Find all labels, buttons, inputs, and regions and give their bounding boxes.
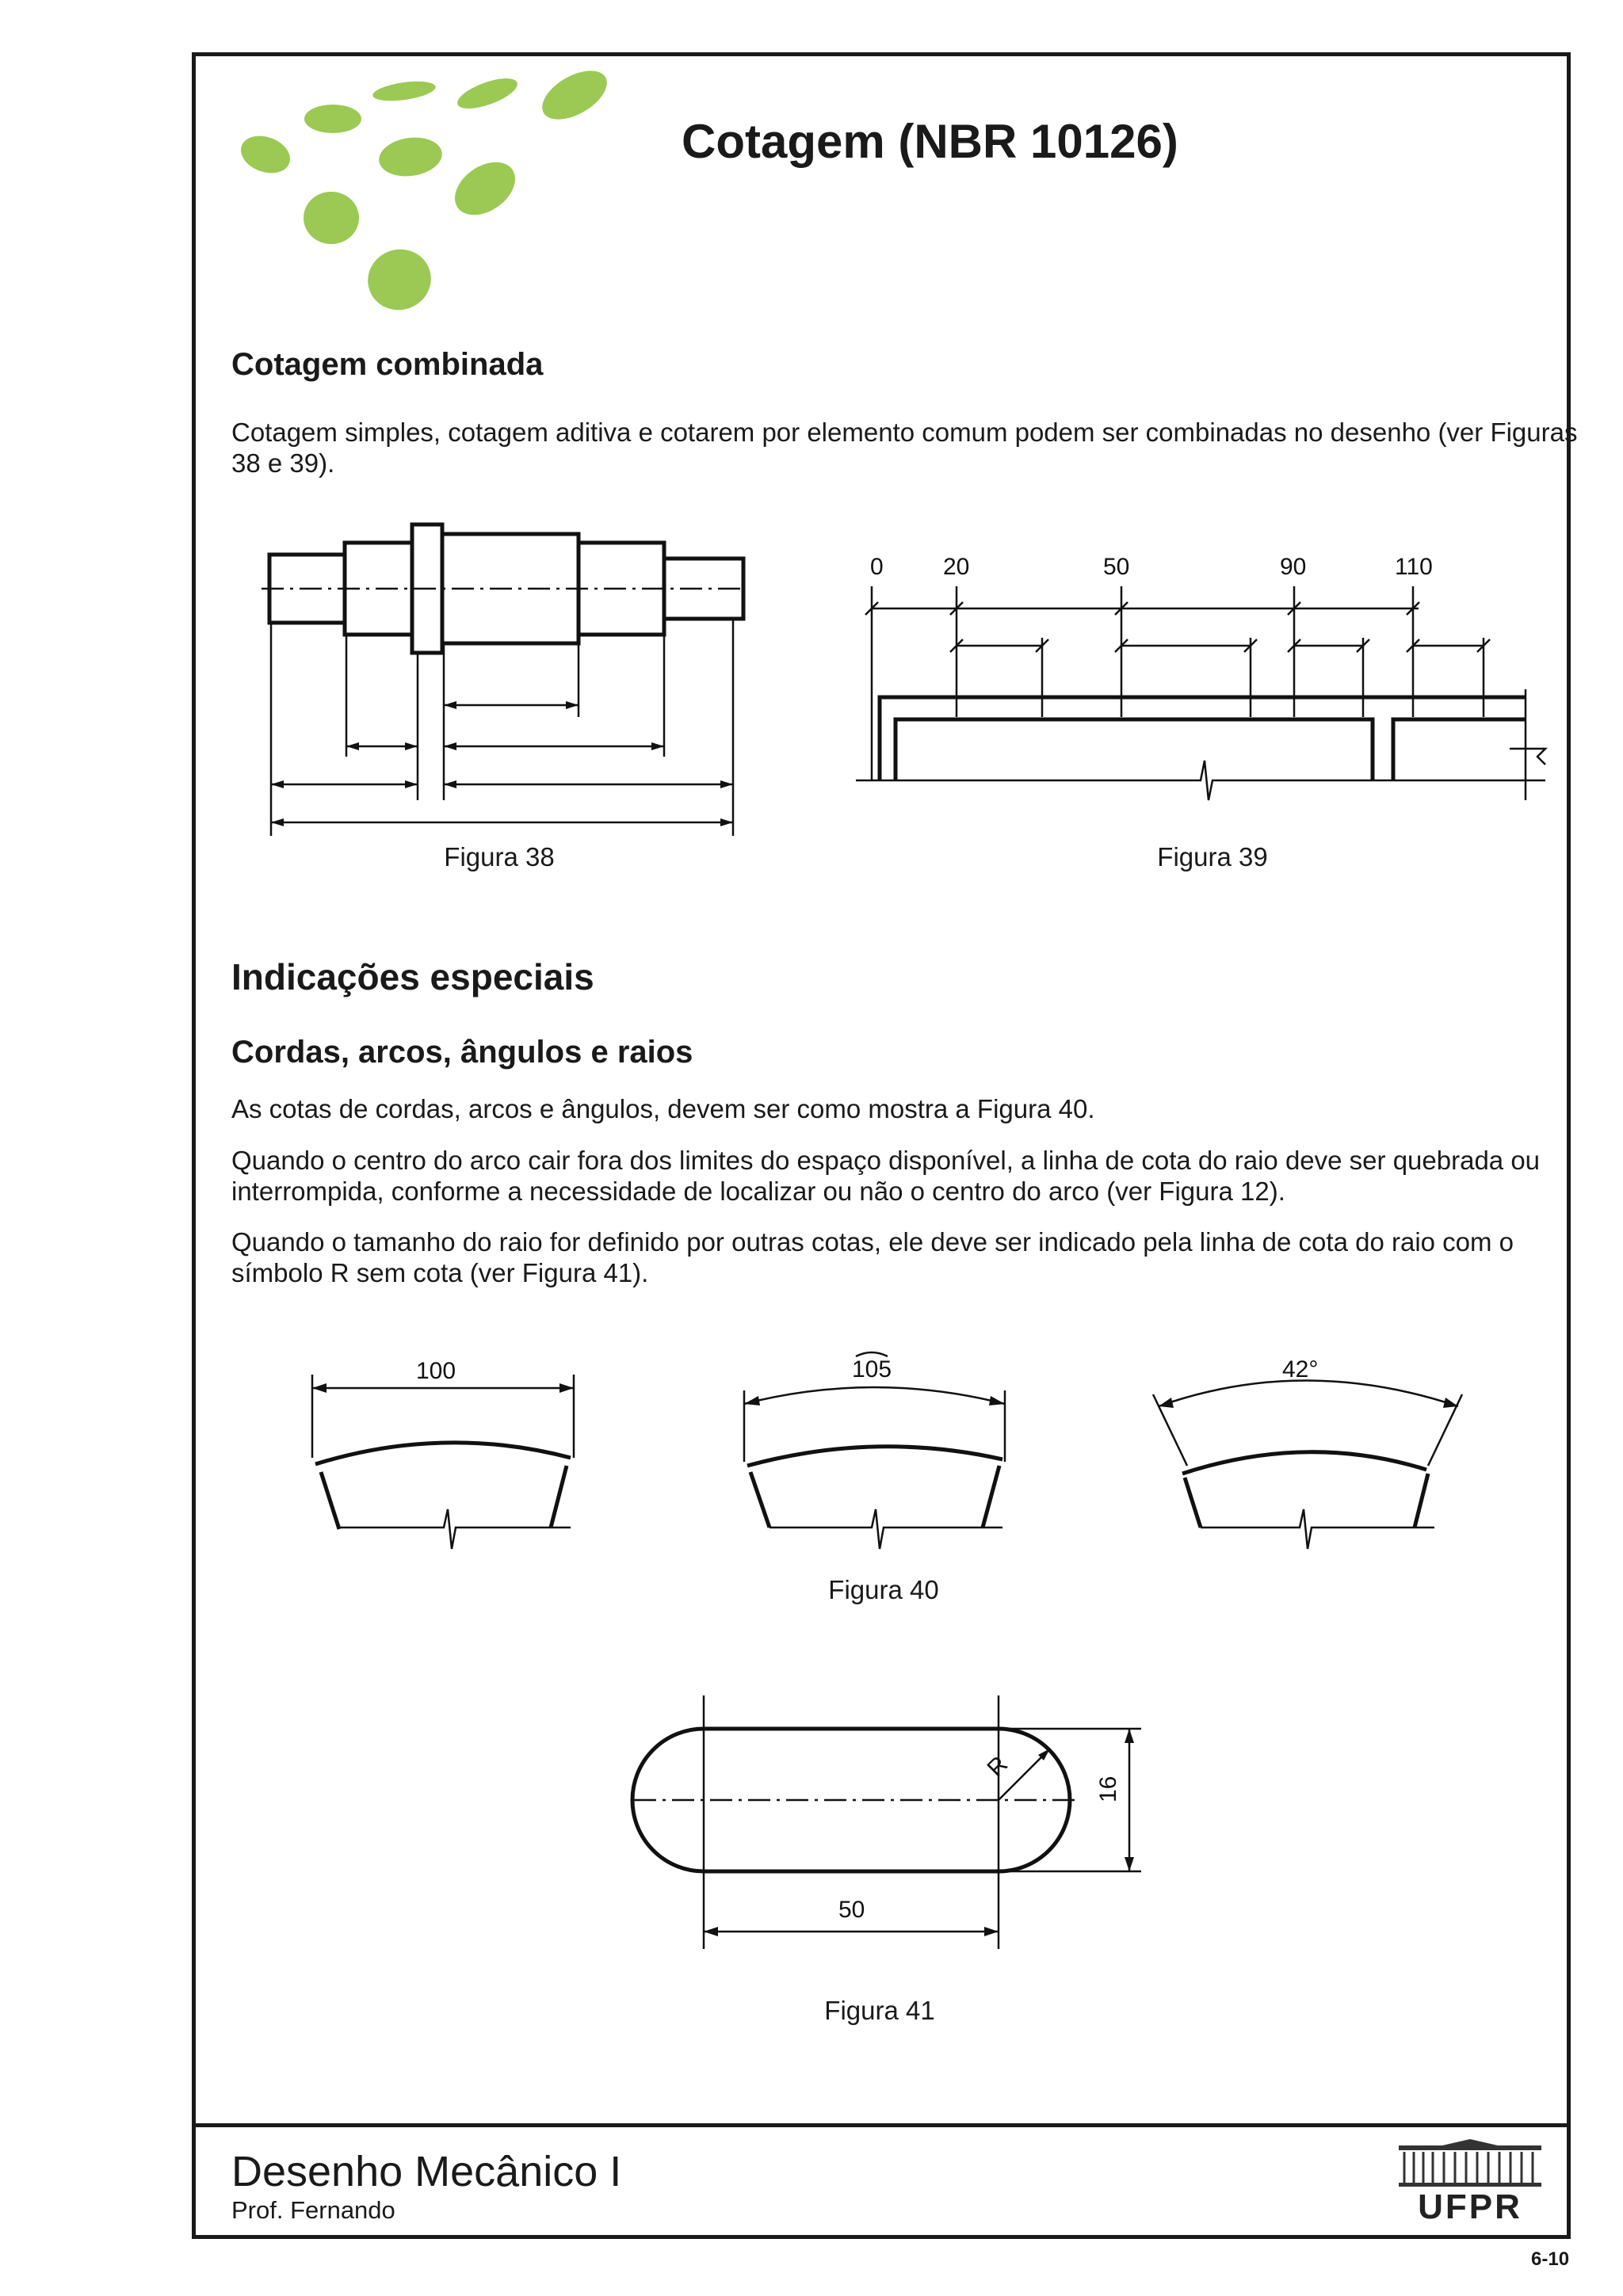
figure-38-shaft-drawing [254,515,777,848]
fig39-label-20: 20 [943,554,970,580]
footer-course-title: Desenho Mecânico I [231,2148,622,2195]
section-heading-indicacoes-especiais: Indicações especiais [231,956,594,997]
fig39-label-90: 90 [1280,554,1307,580]
green-dots-decoration [230,63,626,325]
figure-39-plate-drawing [848,547,1561,816]
fig40-label-arc: 105 [852,1356,892,1383]
footer-divider [192,2123,1571,2127]
fig39-label-50: 50 [1103,554,1130,580]
footer-professor: Prof. Fernando [231,2196,395,2224]
figure-39-caption: Figura 39 [1157,842,1268,871]
fig39-label-110: 110 [1395,554,1433,580]
fig40-label-angle: 42° [1282,1356,1319,1383]
fig40-label-chord: 100 [416,1358,456,1384]
subheading-cordas-arcos: Cordas, arcos, ângulos e raios [231,1035,693,1070]
page-number: 6-10 [1531,2248,1570,2270]
figure-41-caption: Figura 41 [824,1996,935,2025]
paragraph-cordas-2: Quando o centro do arco cair fora dos limites do espaço disponível, a linha de cota do raio deve ser quebrada ou interrompida, conforme a necessidade de localizar ou não o centro do arco (ver Figura 12). [231,1146,1541,1206]
ufpr-logo [1395,2139,1545,2226]
figure-40-chord-drawing [309,1347,586,1537]
fig41-label-height: 16 [1095,1775,1121,1802]
fig39-label-0: 0 [870,554,884,580]
page-title: Cotagem (NBR 10126) [682,115,1178,168]
fig41-label-radius: R [982,1751,1014,1783]
paragraph-cordas-3: Quando o tamanho do raio for definido por outras cotas, ele deve ser indicado pela linha de cota do raio com o símbolo R sem cota (ver Figura 41). [231,1227,1514,1287]
figure-38-caption: Figura 38 [444,842,555,871]
figure-40-caption: Figura 40 [828,1575,939,1604]
figure-41-slot-drawing [618,1688,1173,1957]
paragraph-cordas-1: As cotas de cordas, arcos e ângulos, devem ser como mostra a Figura 40. [231,1094,1095,1123]
section-heading-cotagem-combinada: Cotagem combinada [231,347,544,382]
figure-40-arc-drawing [741,1347,1018,1537]
paragraph-cotagem-combinada: Cotagem simples, cotagem aditiva e cotarem por elemento comum podem ser combinadas no desenho (ver Figuras 38 e 39). [231,418,1578,478]
ufpr-logo-text: UFPR [1418,2187,1522,2226]
fig41-label-width: 50 [838,1897,865,1923]
figure-40-angle-drawing [1149,1347,1466,1537]
